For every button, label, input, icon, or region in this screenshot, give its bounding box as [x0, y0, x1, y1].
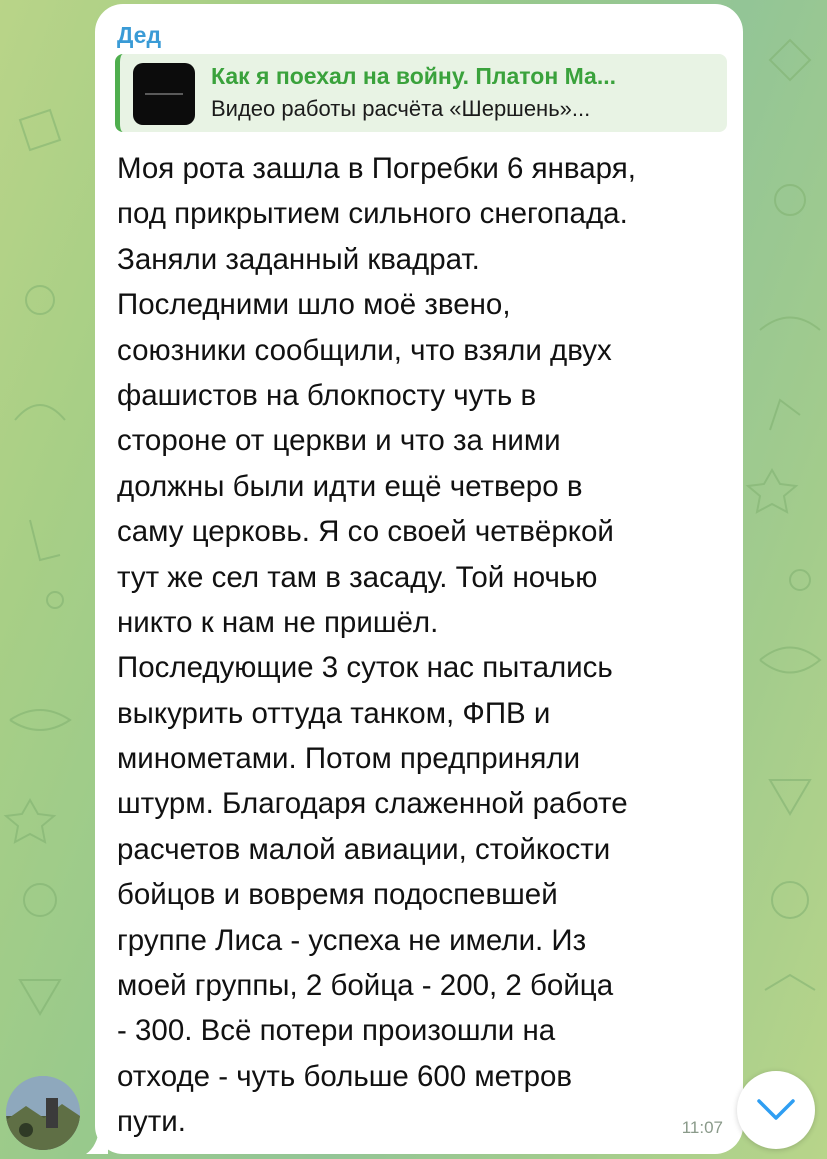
reply-subtitle: Видео работы расчёта «Шершень»... [211, 96, 591, 121]
message-line: бойцов и вовремя подоспевшей [117, 878, 558, 912]
message-line: моей группы, 2 бойца - 200, 2 бойца [117, 969, 614, 1003]
sender-name[interactable]: Дед [117, 22, 162, 48]
user-avatar[interactable] [6, 1076, 80, 1150]
message-line: - 300. Всё потери произошли на [117, 1014, 556, 1048]
message-line: саму церковь. Я со своей четвёркой [117, 515, 614, 549]
message-line: Последующие 3 суток нас пытались [117, 651, 613, 685]
message-line: выкурить оттуда танком, ФПВ и [117, 696, 551, 730]
video-thumbnail-icon [133, 63, 195, 125]
message-line: Моя рота зашла в Погребки 6 января, [117, 152, 636, 185]
message-line: Заняли заданный квадрат. [117, 242, 480, 276]
message-text [117, 146, 717, 1145]
message-line: минометами. Потом предприняли [117, 742, 581, 776]
message-line: расчетов малой авиации, стойкости [117, 832, 611, 866]
reply-title: Как я поехал на войну. Платон Ма... [211, 63, 617, 89]
chevron-down-icon [756, 1098, 796, 1122]
message-line: фашистов на блокпосту чуть в [117, 378, 537, 412]
message-line: союзники сообщили, что взяли двух [117, 333, 612, 367]
message-bubble[interactable] [95, 4, 743, 1154]
message-line: Последними шло моё звено, [117, 288, 511, 322]
message-line: стороне от церкви и что за ними [117, 424, 561, 458]
message-line: под прикрытием сильного снегопада. [117, 197, 628, 231]
message-line: группе Лиса - успеха не имели. Из [117, 923, 587, 957]
message-line: пути. [117, 1105, 186, 1139]
reply-preview[interactable] [115, 54, 727, 132]
message-line: тут же сел там в засаду. Той ночью [117, 560, 598, 594]
message-line: отходе - чуть больше 600 метров [117, 1059, 573, 1093]
message-line: никто к нам не пришёл. [117, 605, 439, 639]
message-time: 11:07 [681, 1118, 723, 1137]
scroll-down-button[interactable] [737, 1071, 815, 1149]
avatar-image-icon [6, 1076, 80, 1150]
message-line: штурм. Благодаря слаженной работе [117, 787, 628, 821]
message-line: должны были идти ещё четверо в [117, 469, 583, 503]
